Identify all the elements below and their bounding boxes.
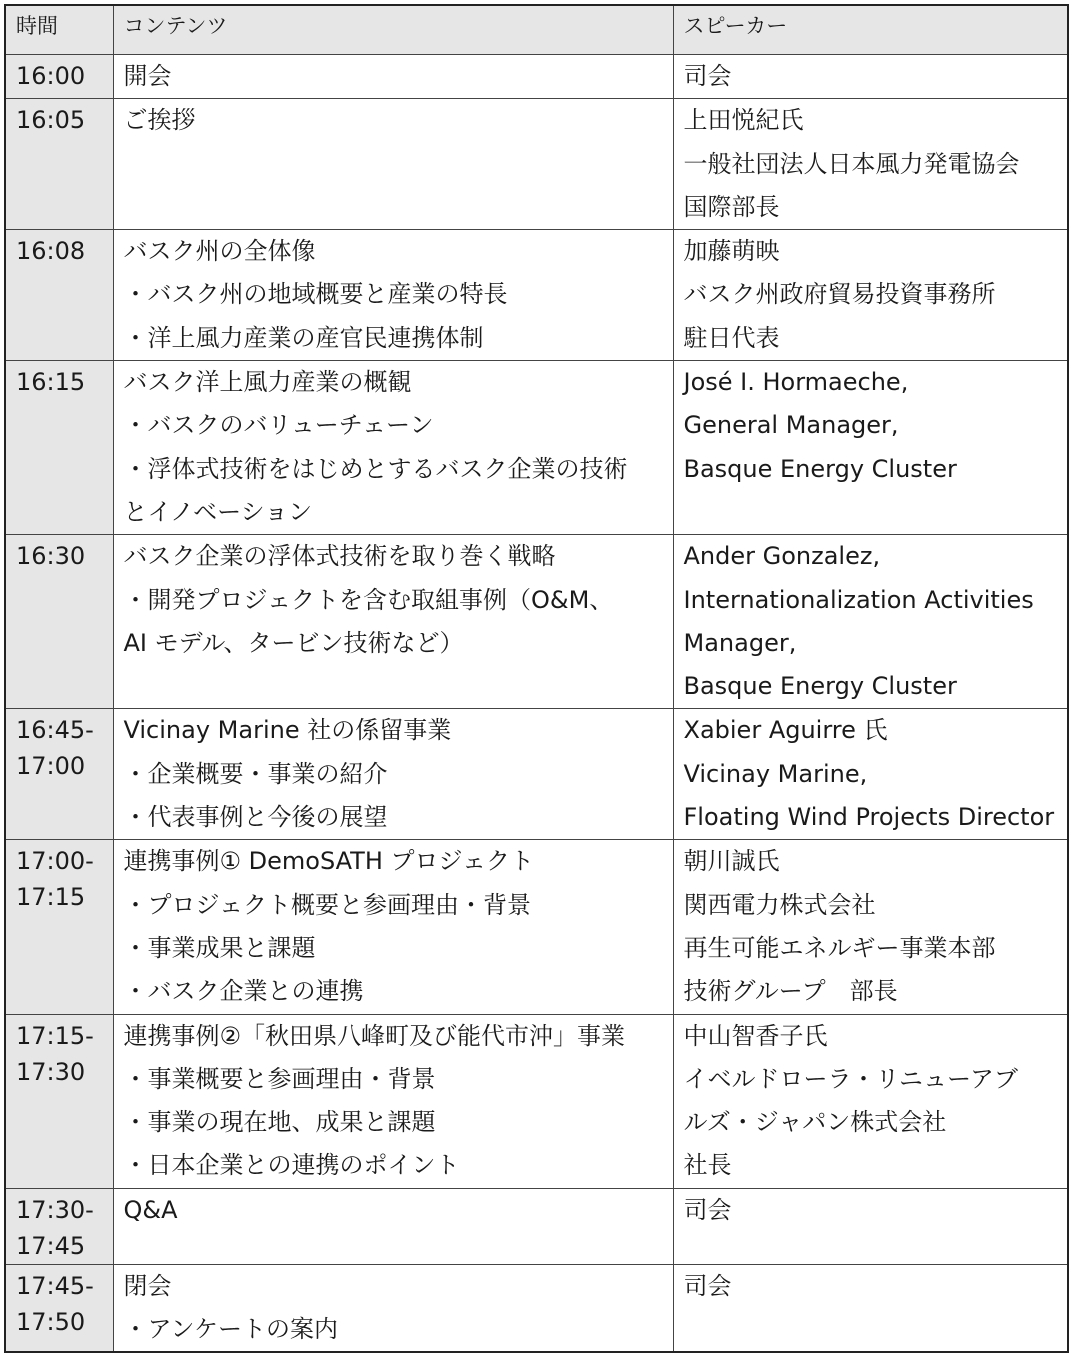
speaker-cell	[673, 361, 1068, 535]
content-cell	[113, 230, 673, 361]
speaker-line: 技術グループ 部長	[683, 977, 898, 1006]
speaker-line: Ander Gonzalez,	[683, 542, 881, 571]
content-line: ・浮体式技術をはじめとするバスク企業の技術	[123, 454, 628, 483]
header-time: 時間	[5, 5, 113, 55]
time-line: 16:15	[16, 368, 86, 397]
time-line: 17:15	[16, 883, 86, 912]
content-line: ・アンケートの案内	[123, 1315, 339, 1344]
speaker-cell	[673, 230, 1068, 361]
content-line: ・開発プロジェクトを含む取組事例（O&M、	[123, 585, 614, 614]
speaker-cell	[673, 1264, 1068, 1352]
speaker-line: 一般社団法人日本風力発電協会	[683, 149, 1020, 178]
content-line: 連携事例① DemoSATH プロジェクト	[123, 847, 535, 876]
speaker-line: 司会	[683, 62, 732, 90]
speaker-line: Vicinay Marine,	[683, 759, 868, 788]
content-line: ・洋上風力産業の産官民連携体制	[123, 323, 484, 352]
content-line: ・企業概要・事業の紹介	[123, 759, 388, 788]
speaker-line: Floating Wind Projects Director	[683, 803, 1055, 832]
time-cell	[5, 361, 113, 535]
content-line: ・バスクのバリューチェーン	[123, 411, 434, 440]
content-line: ・バスク企業との連携	[123, 977, 364, 1006]
time-cell	[5, 535, 113, 709]
content-line: バスク企業の浮体式技術を取り巻く戦略	[123, 542, 556, 571]
content-line: ・プロジェクト概要と参画理由・背景	[123, 890, 532, 919]
content-cell	[113, 840, 673, 1014]
speaker-line: Internationalization Activities	[683, 585, 1034, 614]
time-cell	[5, 230, 113, 361]
speaker-line: 駐日代表	[683, 323, 780, 352]
speaker-line: 社長	[683, 1151, 732, 1180]
speaker-line: ルズ・ジャパン株式会社	[683, 1108, 947, 1137]
time-cell	[5, 709, 113, 840]
content-line: ・事業概要と参画理由・背景	[123, 1064, 436, 1093]
time-line: 17:00-	[16, 847, 94, 876]
content-cell	[113, 1264, 673, 1352]
speaker-line: 再生可能エネルギー事業本部	[683, 933, 996, 962]
time-cell	[5, 1188, 113, 1264]
speaker-cell	[673, 99, 1068, 230]
content-cell	[113, 55, 673, 99]
time-cell	[5, 55, 113, 99]
speaker-line: Basque Energy Cluster	[683, 672, 957, 701]
content-line: 閉会	[123, 1271, 172, 1300]
speaker-cell	[673, 55, 1068, 99]
speaker-line: 朝川誠氏	[683, 847, 780, 876]
time-line: 17:15-	[16, 1021, 94, 1050]
content-line: とイノベーション	[123, 497, 313, 526]
time-line: 17:45-	[16, 1271, 94, 1300]
content-line: バスク洋上風力産業の概観	[123, 368, 412, 397]
speaker-line: 司会	[683, 1195, 732, 1224]
speaker-line: 中山智香子氏	[683, 1021, 828, 1050]
time-cell	[5, 99, 113, 230]
content-line: ・事業の現在地、成果と課題	[123, 1108, 436, 1137]
speaker-line: Xabier Aguirre 氏	[683, 716, 888, 745]
time-line: 17:50	[16, 1307, 86, 1336]
agenda-row	[5, 55, 1068, 99]
header-row	[5, 5, 1068, 55]
time-cell	[5, 1264, 113, 1352]
speaker-line: Basque Energy Cluster	[683, 454, 957, 483]
content-line: ・事業成果と課題	[123, 933, 316, 962]
speaker-cell	[673, 1014, 1068, 1188]
agenda-row	[5, 709, 1068, 840]
time-line: 17:30-	[16, 1195, 94, 1224]
agenda-table	[4, 4, 1069, 1353]
content-line: ・日本企業との連携のポイント	[123, 1151, 460, 1180]
time-line: 17:00	[16, 752, 86, 781]
content-cell	[113, 535, 673, 709]
content-line: Q&A	[123, 1195, 178, 1224]
content-line: ・バスク州の地域概要と産業の特長	[123, 280, 508, 309]
time-cell	[5, 840, 113, 1014]
speaker-line: バスク州政府貿易投資事務所	[683, 280, 996, 309]
time-line: 17:30	[16, 1057, 86, 1086]
speaker-line: General Manager,	[683, 411, 899, 440]
time-cell	[5, 1014, 113, 1188]
speaker-line: 司会	[683, 1271, 732, 1300]
agenda-row	[5, 1014, 1068, 1188]
content-line: 連携事例②「秋田県八峰町及び能代市沖」事業	[123, 1021, 626, 1050]
header-speaker: スピーカー	[673, 5, 1068, 55]
time-line: 16:05	[16, 106, 86, 135]
speaker-cell	[673, 535, 1068, 709]
time-line: 16:45-	[16, 716, 94, 745]
time-line: 16:08	[16, 237, 86, 266]
agenda-row	[5, 1188, 1068, 1264]
header-content: コンテンツ	[113, 5, 673, 55]
content-cell	[113, 1188, 673, 1264]
content-line: AI モデル、タービン技術など）	[123, 628, 464, 657]
time-line: 17:45	[16, 1231, 86, 1260]
speaker-line: 上田悦紀氏	[683, 106, 804, 135]
agenda-row	[5, 361, 1068, 535]
content-line: 開会	[123, 62, 172, 90]
agenda-row	[5, 1264, 1068, 1352]
speaker-cell	[673, 840, 1068, 1014]
content-line: ・代表事例と今後の展望	[123, 803, 388, 832]
speaker-line: Manager,	[683, 628, 797, 657]
content-cell	[113, 709, 673, 840]
agenda-body	[5, 55, 1068, 1353]
agenda-row	[5, 840, 1068, 1014]
time-line: 16:30	[16, 542, 86, 571]
speaker-line: José I. Hormaeche,	[683, 368, 909, 397]
agenda-row	[5, 535, 1068, 709]
content-line: Vicinay Marine 社の係留事業	[123, 716, 452, 745]
speaker-line: イベルドローラ・リニューアブ	[683, 1064, 1018, 1093]
speaker-cell	[673, 1188, 1068, 1264]
speaker-cell	[673, 709, 1068, 840]
agenda-row	[5, 230, 1068, 361]
speaker-line: 国際部長	[683, 192, 780, 221]
time-line: 16:00	[16, 62, 86, 90]
speaker-line: 加藤萌映	[683, 237, 780, 266]
content-cell	[113, 1014, 673, 1188]
content-cell	[113, 361, 673, 535]
speaker-line: 関西電力株式会社	[683, 890, 876, 919]
content-line: バスク州の全体像	[123, 237, 316, 266]
content-line: ご挨拶	[123, 106, 196, 135]
agenda-row	[5, 99, 1068, 230]
content-cell	[113, 99, 673, 230]
